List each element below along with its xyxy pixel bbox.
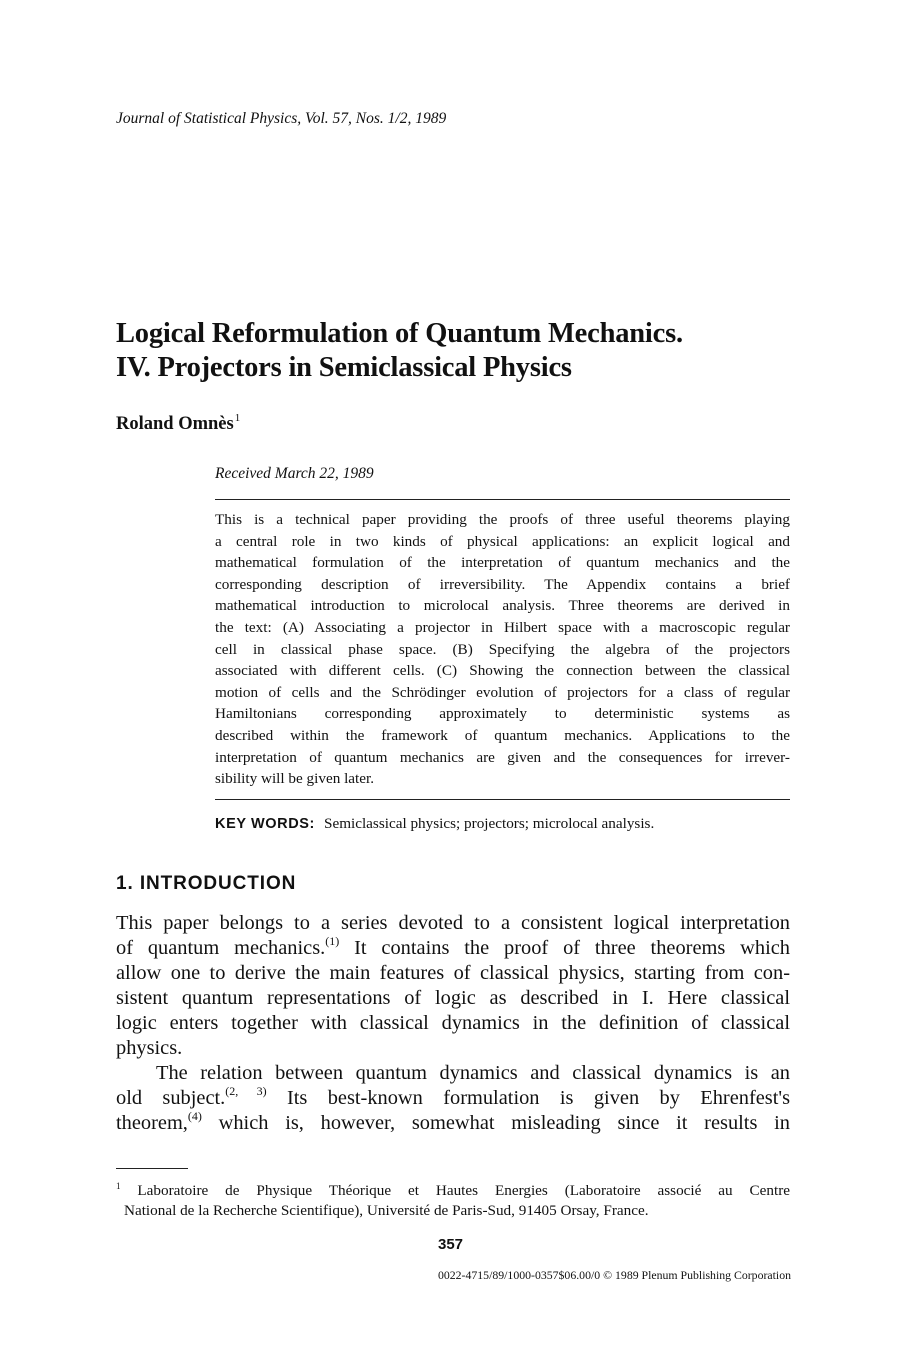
body-line: of quantum mechanics.$^{(1)}$ It contains the proof of three theorems which bbox=[116, 934, 790, 959]
body-line: old subject.$^{(2, 3)}$ Its best-known formulation is given by Ehrenfest's bbox=[116, 1084, 791, 1109]
footnote-line: National de la Recherche Scientifique), Université de Paris-Sud, 91405 Orsay, France. bbox=[124, 1202, 649, 1219]
body-line: The relation between quantum dynamics and classical dynamics is an bbox=[156, 1062, 790, 1084]
journal-citation: Journal of Statistical Physics, Vol. 57, Nos. 1/2, 1989 bbox=[116, 110, 447, 127]
abstract-line: associated with different cells. (C) Showing the connection between the classical bbox=[215, 662, 790, 680]
abstract-top-rule bbox=[215, 499, 790, 500]
section-heading: 1. INTRODUCTION bbox=[116, 873, 297, 894]
body-line: theorem,$^{(4)}$ which is, however, somewhat misleading since it results in bbox=[116, 1109, 790, 1134]
author-name: Roland Omnès bbox=[116, 414, 234, 434]
page-number: 357 bbox=[437, 1236, 464, 1253]
footnote-mark: 1 bbox=[116, 1181, 121, 1191]
body-line: This paper belongs to a series devoted to a consistent logical interpretation bbox=[116, 912, 790, 934]
abstract-line: This is a technical paper providing the proofs of three useful theorems playing bbox=[215, 511, 790, 528]
abstract-line: described within the framework of quantum mechanics. Applications to the bbox=[215, 726, 790, 744]
citation-ref: (1) bbox=[325, 934, 340, 948]
paper-title bbox=[116, 317, 816, 385]
abstract-line: mathematical introduction to microlocal analysis. Three theorems are derived in bbox=[215, 597, 790, 615]
footnote-rule bbox=[116, 1168, 188, 1169]
author bbox=[116, 412, 240, 435]
abstract-line: Hamiltonians corresponding approximately to deterministic systems as bbox=[215, 705, 790, 723]
title-line-1: Logical Reformulation of Quantum Mechanics. bbox=[116, 318, 683, 349]
body-line: sistent quantum representations of logic as described in I. Here classical bbox=[116, 987, 790, 1009]
abstract-line: a central role in two kinds of physical applications: an explicit logical and bbox=[215, 532, 790, 550]
keywords bbox=[215, 815, 654, 833]
abstract-line: cell in classical phase space. (B) Specifying the algebra of the projectors bbox=[215, 640, 790, 658]
abstract-line: mathematical formulation of the interpretation of quantum mechanics and the bbox=[215, 554, 790, 572]
abstract-line: motion of cells and the Schrödinger evolution of projectors for a class of regular bbox=[215, 683, 790, 701]
abstract-line: sibility will be given later. bbox=[215, 770, 375, 788]
footnote bbox=[116, 1181, 790, 1221]
abstract-bottom-rule bbox=[215, 799, 790, 800]
keywords-label: KEY WORDS: bbox=[215, 816, 315, 832]
abstract-line: interpretation of quantum mechanics are given and the consequences for irrever- bbox=[215, 748, 790, 766]
citation-ref: (4) bbox=[187, 1109, 202, 1123]
received-date: Received March 22, 1989 bbox=[215, 465, 374, 482]
citation-ref: (2, 3) bbox=[225, 1084, 267, 1098]
keywords-text: Semiclassical physics; projectors; microlocal analysis. bbox=[324, 815, 655, 832]
footnote-line: $^1$ Laboratoire de Physique Théorique et Hautes Energies (Laboratoire associé au Centre bbox=[116, 1181, 790, 1199]
author-footnote-mark: 1 bbox=[234, 412, 241, 424]
body-line: physics. bbox=[116, 1037, 183, 1059]
abstract-line: the text: (A) Associating a projector in Hilbert space with a macroscopic regular bbox=[215, 618, 790, 636]
body-line: allow one to derive the main features of classical physics, starting from con- bbox=[116, 962, 790, 984]
copyright-line: 0022-4715/89/1000-0357$06.00/0 © 1989 Plenum Publishing Corporation bbox=[437, 1268, 791, 1282]
body-text bbox=[116, 911, 790, 1136]
abstract bbox=[215, 509, 790, 790]
body-line: logic enters together with classical dynamics in the definition of classical bbox=[116, 1012, 790, 1034]
abstract-line: corresponding description of irreversibility. The Appendix contains a brief bbox=[215, 575, 790, 593]
title-line-2: IV. Projectors in Semiclassical Physics bbox=[116, 352, 572, 383]
